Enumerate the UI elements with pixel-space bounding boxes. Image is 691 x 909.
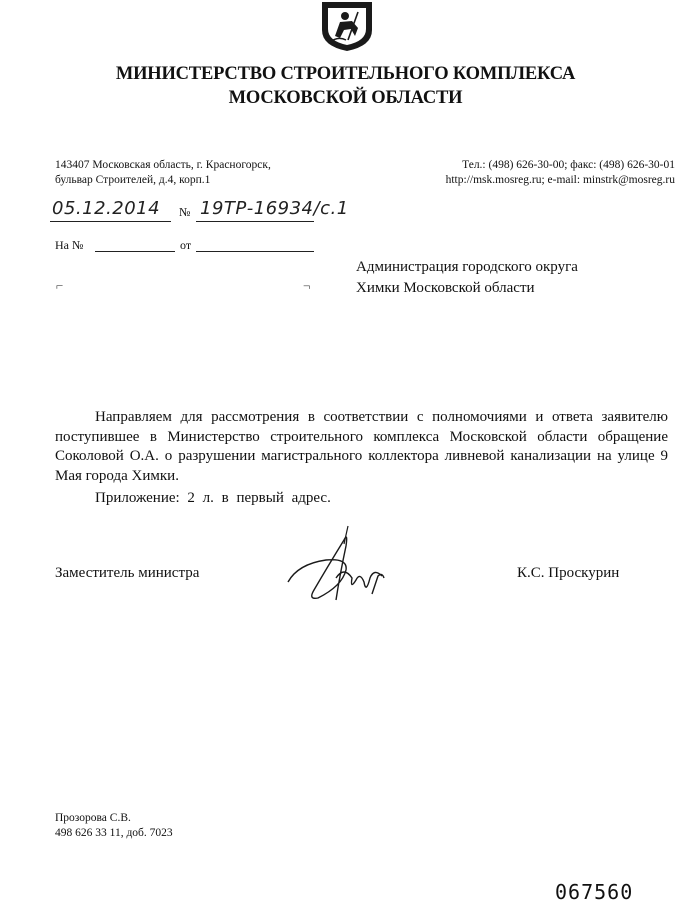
ministry-contacts	[446, 158, 675, 188]
recipient-line2: Химки Московской области	[356, 280, 535, 296]
executor-phone: 498 626 33 11, доб. 7023	[55, 827, 173, 839]
attachment-note: Приложение: 2 л. в первый адрес.	[95, 490, 331, 506]
outgoing-number-line	[196, 221, 314, 222]
recipient-block	[356, 257, 578, 299]
ministry-title-line1: МИНИСТЕРСТВО СТРОИТЕЛЬНОГО КОМПЛЕКСА	[115, 64, 576, 84]
outgoing-number: 19ТР-16934/с.1	[200, 198, 349, 219]
address-line1: 143407 Московская область, г. Красногорск,	[55, 159, 271, 171]
outgoing-date-line	[50, 221, 171, 222]
outgoing-date: 05.12.2014	[52, 198, 161, 219]
coat-of-arms-icon	[318, 0, 376, 52]
incoming-date-line	[196, 251, 314, 252]
address-corner-right: ¬	[303, 278, 311, 293]
signer-name: К.С. Проскурин	[517, 565, 620, 581]
incoming-date-label: от	[180, 238, 192, 252]
address-line2: бульвар Строителей, д.4, корп.1	[55, 174, 211, 186]
letter-body	[55, 408, 668, 486]
incoming-number-line	[95, 251, 175, 252]
executor-name: Прозорова С.В.	[55, 812, 131, 824]
recipient-line1: Администрация городского округа	[356, 259, 578, 275]
ministry-title-line2: МОСКОВСКОЙ ОБЛАСТИ	[228, 88, 463, 108]
executor-info	[55, 811, 173, 841]
handwritten-signature	[278, 520, 408, 610]
contacts-phone-fax: Тел.: (498) 626-30-00; факс: (498) 626-30-01	[462, 159, 675, 171]
outgoing-number-label: №	[179, 205, 191, 219]
signer-position: Заместитель министра	[55, 565, 200, 581]
ministry-address	[55, 158, 271, 188]
address-corner-left: ⌐	[56, 278, 64, 293]
contacts-web-email: http://msk.mosreg.ru; e-mail: minstrk@mosreg.ru	[445, 174, 675, 186]
incoming-number-label: На №	[55, 238, 84, 252]
body-paragraph: Направляем для рассмотрения в соответствии с полномочиями и ответа заявителю поступившее в Министерство строительного комплекса Московской области обращение Соколовой О.А. о разрушении магистрального коллектора ливневой канализации на улице 9 Мая города Химки.	[55, 409, 668, 484]
registration-stamp-number: 067560	[555, 880, 634, 904]
